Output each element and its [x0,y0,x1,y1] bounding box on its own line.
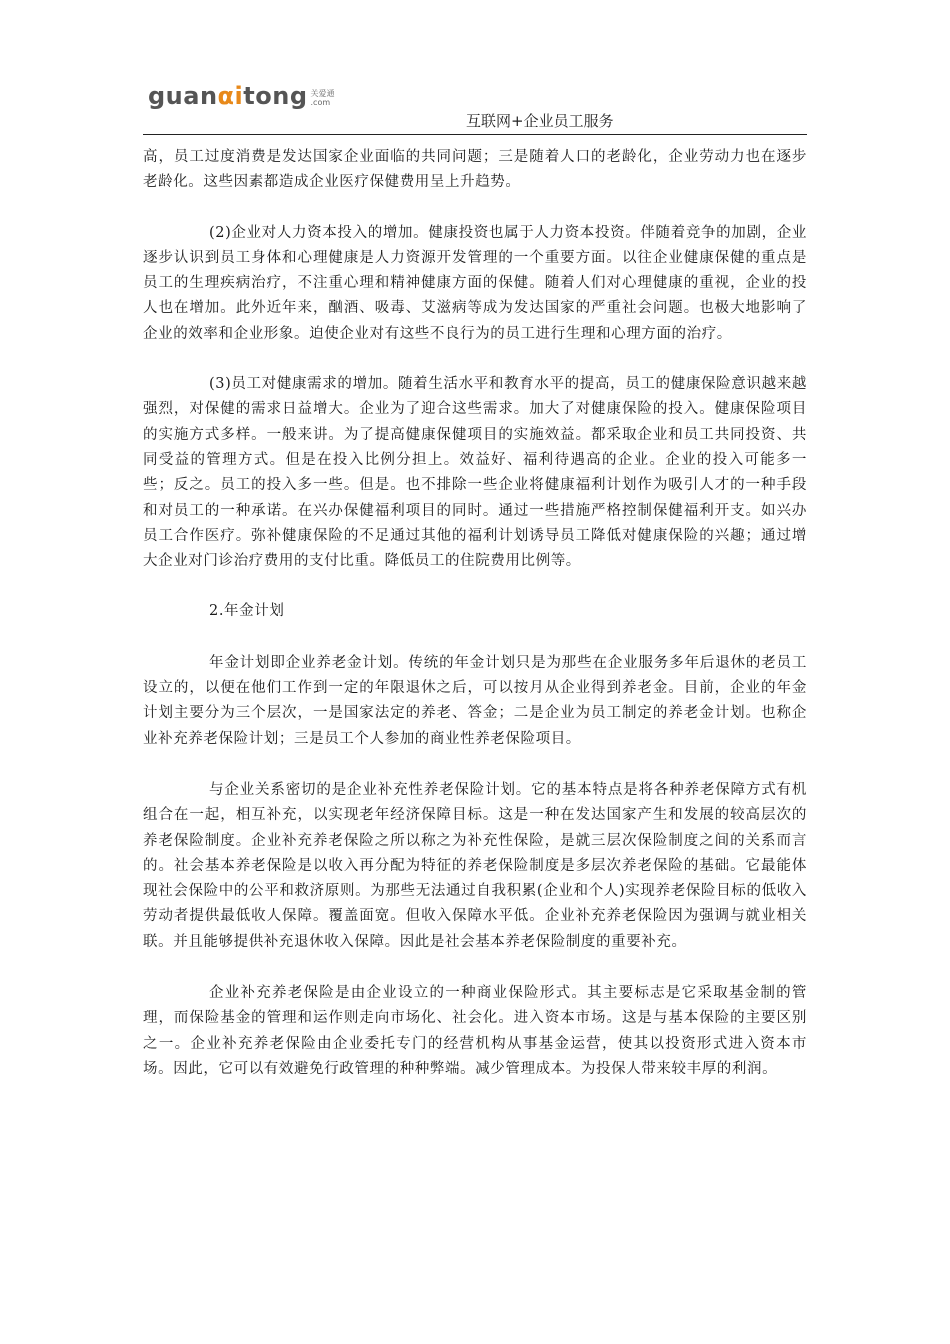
paragraph-6: 企业补充养老保险是由企业设立的一种商业保险形式。其主要标志是它采取基金制的管理，而保险基金的管理和运作则走向市场化、社会化。进入资本市场。这是与基本保险的主要区别之一。企业补充养老保险由企业委托专门的经营机构从事基金运营，使其以投资形式进入资本市场。因此，它可以有效避免行政管理的种种弊端。减少管理成本。为投保人带来较丰厚的利润。 [143,985,807,1077]
company-logo [148,82,335,110]
paragraph-2: (2)企业对人力资本投入的增加。健康投资也属于人力资本投资。伴随着竞争的加剧，企业逐步认识到员工身体和心理健康是人力资源开发管理的一个重要方面。以往企业健康保健的重点是员工的生理疾病治疗，不注重心理和精神健康方面的保健。随着人们对心理健康的重视，企业的投人也在增加。此外近年来，酗酒、吸毒、艾滋病等成为发达国家的严重社会问题。也极大地影响了企业的效率和企业形象。迫使企业对有这些不良行为的员工进行生理和心理方面的治疗。 [143,224,807,342]
logo-domain: .com [310,98,331,107]
header-divider [143,134,807,135]
logo-ai: αi [217,82,244,110]
document-body [143,145,807,1082]
logo-cn-text: 关爱通 [310,89,335,98]
logo-prefix: guan [148,82,218,110]
logo-wordmark [148,82,308,110]
paragraph-1: 高，员工过度消费是发达国家企业面临的共同问题；三是随着人口的老龄化，企业劳动力也在逐步老龄化。这些因素都造成企业医疗保健费用呈上升趋势。 [143,149,807,191]
paragraph-5: 与企业关系密切的是企业补充性养老保险计划。它的基本特点是将各种养老保障方式有机组合在一起，相互补充，以实现老年经济保障目标。这是一种在发达国家产生和发展的较高层次的养老保险制度。企业补充养老保险之所以称之为补充性保险，是就三层次保险制度之间的关系而言的。社会基本养老保险是以收入再分配为特征的养老保险制度是多层次养老保险的基础。它最能体现社会保险中的公平和救济原则。为那些无法通过自我积累(企业和个人)实现养老保险目标的低收入劳动者提供最低收人保障。覆盖面宽。但收入保障水平低。企业补充养老保险因为强调与就业相关联。并且能够提供补充退休收入保障。因此是社会基本养老保险制度的重要补充。 [143,781,807,950]
logo-suffix: tong [243,82,308,110]
logo-chinese [311,89,335,107]
paragraph-4: 年金计划即企业养老金计划。传统的年金计划只是为那些在企业服务多年后退休的老员工设立的，以便在他们工作到一定的年限退休之后，可以按月从企业得到养老金。目前，企业的年金计划主要分为三个层次，一是国家法定的养老、答金；二是企业为员工制定的养老金计划。也称企业补充养老保险计划；三是员工个人参加的商业性养老保险项目。 [143,654,807,747]
section-heading: 2.年金计划 [209,603,285,620]
paragraph-3: (3)员工对健康需求的增加。随着生活水平和教育水平的提高，员工的健康保险意识越来越强烈，对保健的需求日益增大。企业为了迎合这些需求。加大了对健康保险的投入。健康保险项目的实施方式多样。一般来讲。为了提高健康保健项目的实施效益。都采取企业和员工共同投资、共同受益的管理方式。但是在投入比例分担上。效益好、福利待遇高的企业。企业的投入可能多一些；反之。员工的投入多一些。但是。也不排除一些企业将健康福利计划作为吸引人才的一种手段和对员工的一种承诺。在兴办保健福利项目的同时。通过一些措施严格控制保健福利开支。如兴办员工合作医疗。弥补健康保险的不足通过其他的福利计划诱导员工降低对健康保险的兴趣；通过增大企业对门诊治疗费用的支付比重。降低员工的住院费用比例等。 [143,376,807,570]
header-title: 互联网+企业员工服务 [466,112,614,130]
